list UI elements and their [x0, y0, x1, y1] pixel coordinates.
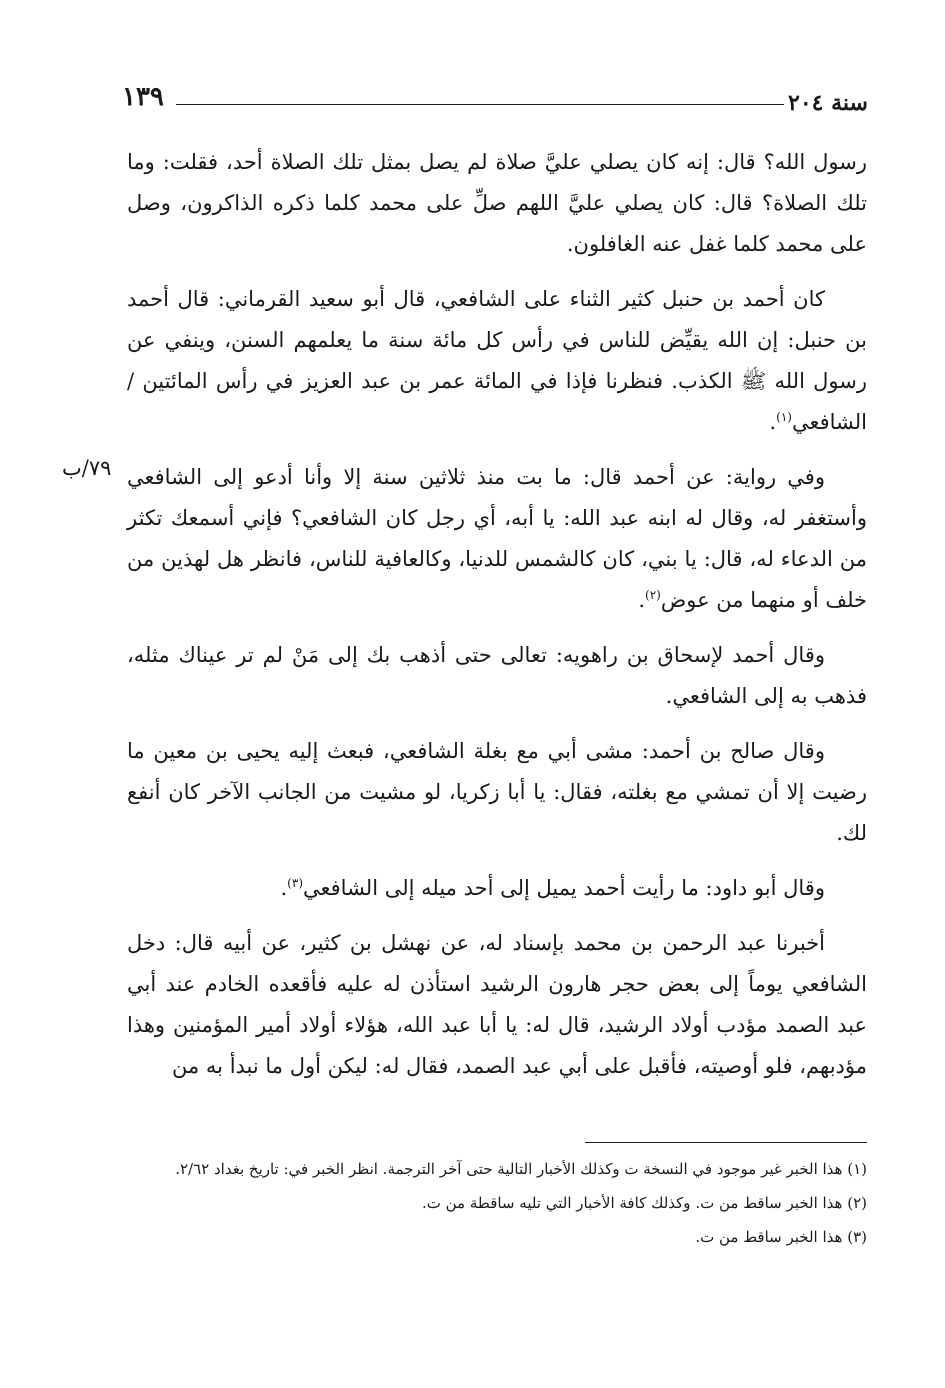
paragraph	[127, 457, 867, 621]
paragraph	[127, 279, 867, 443]
footnote-separator	[585, 1142, 867, 1143]
paragraph-text: وقال أحمد لإسحاق بن راهويه: تعالى حتى أذهب بك إلى مَنْ لم تر عيناك مثله، فذهب به إلى الشافعي.	[127, 643, 867, 708]
paragraph-text: كان أحمد بن حنبل كثير الثناء على الشافعي، قال أبو سعيد القرماني: قال أحمد بن حنبل: إن الله يقيِّض للناس في رأس كل مائة سنة ما يعلمهم السنن، وينفي عن رسول الله ﷺ الكذب. فنظرنا فإذا في المائة عمر بن عبد العزيز في رأس المائتين / الشافعي	[127, 287, 867, 434]
paragraph	[127, 868, 867, 909]
footnote: (٣) هذا الخبر ساقط من ت.	[695, 1228, 867, 1246]
paragraph-text: وفي رواية: عن أحمد قال: ما بت منذ ثلاثين سنة إلا وأنا أدعو إلى الشافعي وأستغفر له، وقال له ابنه عبد الله: يا أبه، أي رجل كان الشافعي؟ فإني أسمعك تكثر من الدعاء له، قال: يا بني، كان كالشمس للدنيا، وكالعافية للناس، فانظر هل لهذين من خلف أو منهما من عوض	[127, 465, 867, 612]
paragraph	[127, 635, 867, 717]
footnote: (٢) هذا الخبر ساقط من ت. وكذلك كافة الأخبار التي تليه ساقطة من ت.	[421, 1194, 867, 1212]
header-rule	[176, 104, 784, 105]
paragraph-text: وقال أبو داود: ما رأيت أحمد يميل إلى أحد ميله إلى الشافعي	[303, 876, 825, 900]
period: .	[638, 588, 646, 612]
period: .	[280, 876, 288, 900]
footnote-ref[interactable]: (٢)	[645, 588, 661, 602]
period: .	[769, 410, 777, 434]
paragraph-text: أخبرنا عبد الرحمن بن محمد بإسناد له، عن نهشل بن كثير، عن أبيه قال: دخل الشافعي يوماً إلى بعض حجر هارون الرشيد استأذن له عليه فأقعده الخادم عند أبي عبد الصمد مؤدب أولاد الرشيد، قال له: يا أبا عبد الله، هؤلاء أولاد أمير المؤمنين وهذا مؤدبهم، فلو أوصيته، فأقبل على أبي عبد الصمد، فقال له: ليكن أول ما نبدأ به من	[127, 931, 867, 1078]
paragraph-text: رسول الله؟ قال: إنه كان يصلي عليَّ صلاة لم يصل بمثل تلك الصلاة أحد، فقلت: وما تلك الصلاة؟ قال: كان يصلي عليَّ اللهم صلِّ على محمد كلما ذكره الذاكرون، وصل على محمد كلما غفل عنه الغافلون.	[127, 150, 867, 256]
footnote: (١) هذا الخبر غير موجود في النسخة ت وكذلك الأخبار التالية حتى آخر الترجمة. انظر الخبر في: تاريخ بغداد ٢/٦٢.	[175, 1160, 867, 1178]
main-text	[127, 142, 867, 1101]
footnote-ref[interactable]: (٣)	[287, 876, 303, 890]
paragraph	[127, 923, 867, 1087]
manuscript-folio-marker: ٧٩/ب	[62, 456, 112, 480]
paragraph-text: وقال صالح بن أحمد: مشى أبي مع بغلة الشافعي، فبعث إليه يحيى بن معين ما رضيت إلا أن تمشي مع بغلته، فقال: يا أبا زكريا، لو مشيت من الجانب الآخر كان أنفع لك.	[127, 739, 867, 845]
paragraph	[127, 731, 867, 854]
footnotes	[127, 1154, 867, 1256]
running-title-year: سنة ٢٠٤	[788, 90, 868, 116]
page-number: ١٣٩	[122, 82, 164, 112]
paragraph	[127, 142, 867, 265]
footnote-ref[interactable]: (١)	[776, 410, 792, 424]
running-header	[120, 78, 868, 118]
